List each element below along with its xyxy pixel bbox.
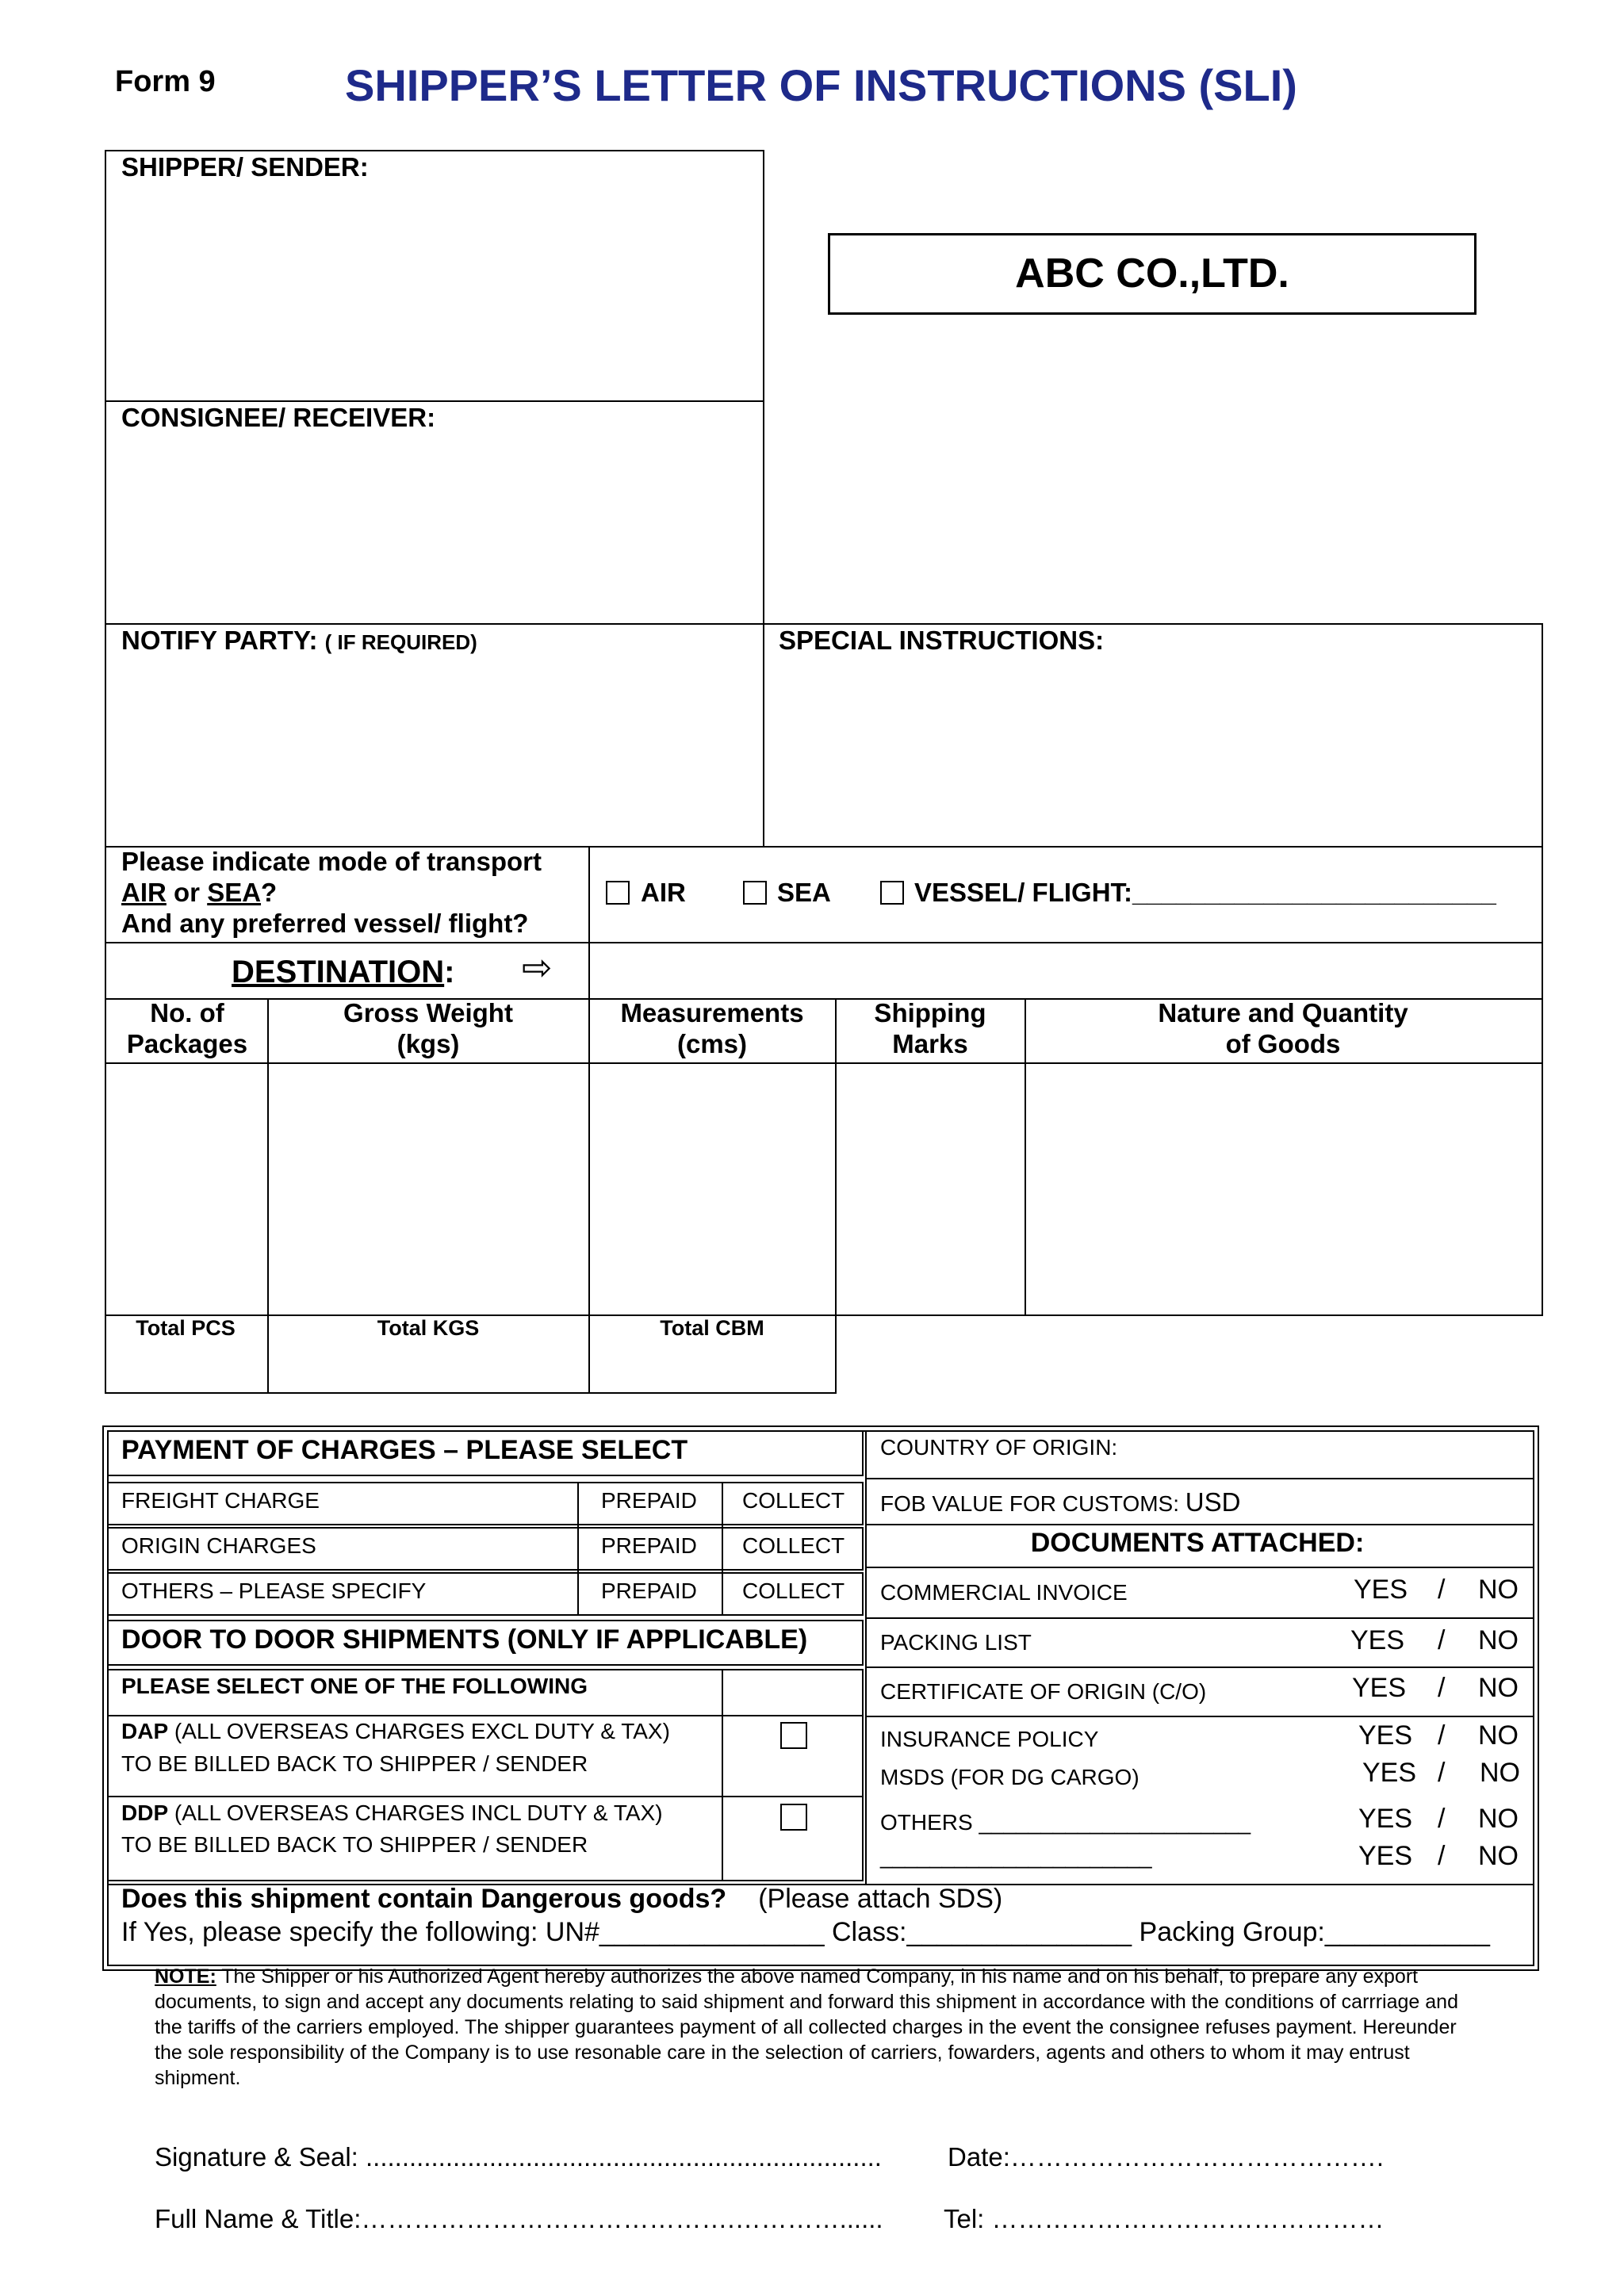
question-mark: ? — [261, 878, 278, 907]
form-number: Form 9 — [115, 65, 216, 98]
destination-value-box[interactable] — [588, 942, 1543, 1000]
air-label: AIR — [641, 878, 686, 907]
transport-question-line2 — [121, 878, 277, 908]
cargo-header-nature-l2: of Goods — [1225, 1029, 1341, 1058]
doc-label-others[interactable]: OTHERS ______________________ — [880, 1810, 1251, 1835]
ddp-checkbox[interactable] — [780, 1804, 807, 1831]
doc-label-others-2[interactable]: ______________________ — [880, 1844, 1152, 1869]
doc-no-certificate-of-origin[interactable]: NO — [1478, 1673, 1519, 1703]
transport-question-line3: And any preferred vessel/ flight? — [121, 909, 529, 938]
doc-no-packing-list[interactable]: NO — [1478, 1625, 1519, 1655]
signature-field[interactable]: Signature & Seal: ....................................................................... — [155, 2142, 882, 2172]
dap-desc: (ALL OVERSEAS CHARGES EXCL DUTY & TAX) — [168, 1719, 670, 1743]
doc-slash-packing-list: / — [1438, 1625, 1446, 1655]
doc-yes-packing-list[interactable]: YES — [1350, 1625, 1405, 1655]
destination-colon: : — [444, 955, 455, 989]
cargo-header-weight-l2: (kgs) — [396, 1029, 460, 1058]
air-checkbox[interactable] — [606, 881, 630, 905]
vessel-flight-label[interactable]: VESSEL/ FLIGHT:_________________________ — [914, 878, 1496, 907]
fob-label-text: FOB VALUE FOR CUSTOMS: — [880, 1491, 1185, 1516]
notify-party-label — [121, 626, 477, 656]
cargo-cell-nature[interactable] — [1025, 1062, 1543, 1316]
doc-no-msds[interactable]: NO — [1480, 1758, 1520, 1788]
shipper-label: SHIPPER/ SENDER: — [121, 152, 369, 182]
doc-slash-others-2: / — [1438, 1841, 1446, 1871]
payment-label-origin: ORIGIN CHARGES — [121, 1533, 316, 1558]
doc-slash-msds: / — [1438, 1758, 1446, 1788]
doc-slash-insurance-policy: / — [1438, 1720, 1446, 1751]
doc-slash-others: / — [1438, 1804, 1446, 1834]
payment-title: PAYMENT OF CHARGES – PLEASE SELECT — [121, 1435, 688, 1465]
payment-label-freight: FREIGHT CHARGE — [121, 1488, 320, 1513]
cargo-cell-packages[interactable] — [105, 1062, 269, 1316]
notify-party-box[interactable] — [105, 623, 764, 848]
date-field[interactable]: Date:……………………………………. — [948, 2142, 1385, 2172]
special-instructions-box[interactable] — [763, 623, 1543, 848]
ddp-desc: (ALL OVERSEAS CHARGES INCL DUTY & TAX) — [168, 1800, 663, 1825]
collect-option-origin[interactable]: COLLECT — [742, 1533, 845, 1558]
cargo-cell-measurements[interactable] — [588, 1062, 837, 1316]
prepaid-option-others[interactable]: PREPAID — [601, 1578, 697, 1603]
doc-label-certificate-of-origin: CERTIFICATE OF ORIGIN (C/O) — [880, 1679, 1207, 1704]
dangerous-goods-attach-note: (Please attach SDS) — [758, 1884, 1003, 1914]
ddp-line1 — [121, 1800, 663, 1826]
doc-no-others-2[interactable]: NO — [1478, 1841, 1519, 1871]
ddp-line2: TO BE BILLED BACK TO SHIPPER / SENDER — [121, 1832, 588, 1857]
fob-value-label — [880, 1487, 1240, 1517]
consignee-label: CONSIGNEE/ RECEIVER: — [121, 403, 436, 432]
doc-yes-commercial-invoice[interactable]: YES — [1354, 1575, 1408, 1605]
cargo-header-packages-l1: No. of — [150, 998, 224, 1027]
cargo-header-measurements-l1: Measurements — [620, 998, 804, 1027]
doc-yes-msds[interactable]: YES — [1362, 1758, 1417, 1788]
page-title: SHIPPER’S LETTER OF INSTRUCTIONS (SLI) — [345, 60, 1297, 110]
payment-label-others: OTHERS – PLEASE SPECIFY — [121, 1578, 427, 1603]
total-kgs-label: Total KGS — [377, 1316, 480, 1340]
doc-yes-others[interactable]: YES — [1358, 1804, 1413, 1834]
notify-party-note: ( IF REQUIRED) — [324, 630, 477, 654]
collect-option-others[interactable]: COLLECT — [742, 1578, 845, 1603]
total-pcs-label: Total PCS — [136, 1316, 236, 1340]
note-label: NOTE: — [155, 1965, 216, 1988]
dap-line1 — [121, 1719, 670, 1744]
cargo-header-marks-l1: Shipping — [874, 998, 986, 1027]
special-instructions-label: SPECIAL INSTRUCTIONS: — [779, 626, 1105, 655]
destination-label — [232, 954, 454, 990]
dap-code: DAP — [121, 1719, 169, 1743]
or-word: or — [166, 878, 208, 907]
ddp-code: DDP — [121, 1800, 169, 1825]
consignee-box[interactable] — [105, 400, 764, 625]
cargo-header-marks-l2: Marks — [892, 1029, 968, 1058]
doc-slash-certificate-of-origin: / — [1438, 1673, 1446, 1703]
dangerous-goods-question: Does this shipment contain Dangerous goods? — [121, 1884, 727, 1914]
dap-checkbox[interactable] — [780, 1722, 807, 1749]
doc-label-packing-list: PACKING LIST — [880, 1630, 1032, 1655]
doc-label-insurance-policy: INSURANCE POLICY — [880, 1727, 1099, 1751]
cargo-cell-weight[interactable] — [267, 1062, 590, 1316]
company-name: ABC CO.,LTD. — [1015, 251, 1289, 297]
doc-label-commercial-invoice: COMMERCIAL INVOICE — [880, 1580, 1128, 1605]
door-to-door-title: DOOR TO DOOR SHIPMENTS (ONLY IF APPLICABLE) — [121, 1624, 808, 1655]
cargo-header-packages-l2: Packages — [126, 1029, 248, 1058]
doc-slash-commercial-invoice: / — [1438, 1575, 1446, 1605]
transport-question-line1: Please indicate mode of transport — [121, 847, 542, 876]
prepaid-option-freight[interactable]: PREPAID — [601, 1488, 697, 1513]
dangerous-goods-line1 — [121, 1884, 1002, 1915]
sea-label: SEA — [777, 878, 831, 907]
shipper-box[interactable] — [105, 150, 764, 402]
tel-field[interactable]: Tel: ……………………………………… — [944, 2204, 1385, 2233]
sea-word: SEA — [207, 878, 262, 907]
notify-party-title: NOTIFY PARTY: — [121, 626, 318, 655]
cargo-cell-marks[interactable] — [835, 1062, 1026, 1316]
dap-line2: TO BE BILLED BACK TO SHIPPER / SENDER — [121, 1751, 588, 1776]
doc-yes-others-2[interactable]: YES — [1358, 1841, 1413, 1871]
total-cbm-label: Total CBM — [660, 1316, 764, 1340]
air-word: AIR — [121, 878, 167, 907]
prepaid-option-origin[interactable]: PREPAID — [601, 1533, 697, 1558]
note-text: The Shipper or his Authorized Agent hereby authorizes the above named Company, in his name and on his behalf, to prepare any export documents, to sign and accept any documents relating to said shipment and forward this shipment in accordance with the conditions of carrriage and the tariffs of the carriers employed. The shipper guarantees payment of all collected charges in the event the consignee refuses payment. Hereunder the sole responsibility of the Company is to use resonable care in the selection of carriers, fowarders, agents and others to whom it may entrust shipment. — [155, 1965, 1458, 2089]
fob-currency: USD — [1185, 1487, 1241, 1517]
destination-word: DESTINATION — [232, 955, 445, 989]
collect-option-freight[interactable]: COLLECT — [742, 1488, 845, 1513]
doc-no-others[interactable]: NO — [1478, 1804, 1519, 1834]
vessel-flight-checkbox[interactable] — [880, 881, 904, 905]
dangerous-goods-specify[interactable]: If Yes, please specify the following: UN#_______________ Class:_______________ Packing Group:___________ — [121, 1917, 1490, 1947]
doc-label-msds: MSDS (FOR DG CARGO) — [880, 1765, 1139, 1789]
doc-yes-insurance-policy[interactable]: YES — [1358, 1720, 1413, 1751]
cargo-header-measurements-l2: (cms) — [676, 1029, 748, 1058]
legal-note — [155, 1964, 1487, 2091]
cargo-header-weight-l1: Gross Weight — [343, 998, 513, 1027]
doc-yes-certificate-of-origin[interactable]: YES — [1352, 1673, 1407, 1703]
door-select-label: PLEASE SELECT ONE OF THE FOLLOWING — [121, 1674, 588, 1698]
country-of-origin-label: COUNTRY OF ORIGIN: — [880, 1435, 1118, 1460]
full-name-title-field[interactable]: Full Name & Title:…………………………………….…………...... — [155, 2204, 883, 2233]
doc-no-commercial-invoice[interactable]: NO — [1478, 1575, 1519, 1605]
sea-checkbox[interactable] — [743, 881, 767, 905]
doc-no-insurance-policy[interactable]: NO — [1478, 1720, 1519, 1751]
arrow-right-icon: ⇨ — [522, 946, 553, 989]
cargo-header-nature-l1: Nature and Quantity — [1158, 998, 1408, 1027]
documents-title: DOCUMENTS ATTACHED: — [1030, 1528, 1365, 1558]
